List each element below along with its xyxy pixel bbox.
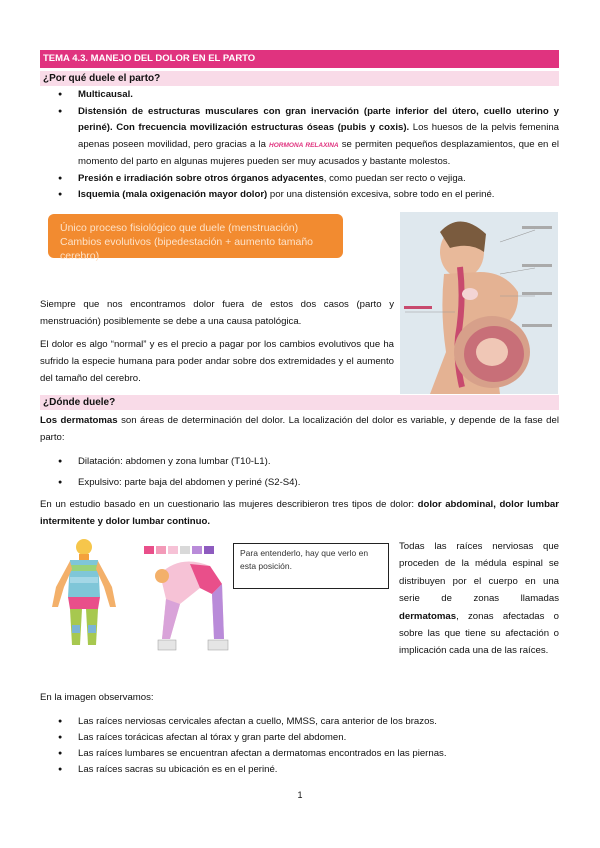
hormone-term: HORMONA RELAXINA xyxy=(269,141,339,149)
dermatomes-intro: Los dermatomas son áreas de determinación del dolor. La localización del dolor es variable, y depende de la fase del parto: xyxy=(40,415,559,443)
list-item: ● Dilatación: abdomen y zona lumbar (T10-L1). xyxy=(40,454,559,471)
dermatome-posture-image xyxy=(140,544,236,654)
list-item: ● Distensión de estructuras musculares con gran inervación (parte inferior del útero, cuello uterino y periné). Con frecuencia movilización estructuras óseas (pubis y coxis). Los huesos de la pelvis femenina apenas poseen movilidad, pero gracias a la HORMONA RELAXINA se permiten pequeños desplazamientos, que en el momento del parto en algunas mujeres pueden ser muy acusados y bastante molestos. xyxy=(40,104,559,171)
dermatome-body-image xyxy=(40,537,128,649)
page-number: 1 xyxy=(297,790,303,800)
nerve-roots-list xyxy=(40,714,559,778)
page-title: TEMA 4.3. MANEJO DEL DOLOR EN EL PARTO xyxy=(40,50,559,68)
list-item: ● Las raíces lumbares se encuentran afectan a dermatomas encontrados en las piernas. xyxy=(40,746,559,762)
box-line-1: Único proceso fisiológico que duele (menstruación) xyxy=(60,222,299,234)
why-list xyxy=(40,87,559,204)
posture-callout: Para entenderlo, hay que verlo en esta posición. xyxy=(233,543,389,589)
pregnancy-anatomy-image xyxy=(400,212,558,394)
list-item: ● Isquemia (mala oxigenación mayor dolor) por una distensión excesiva, sobre todo en el periné. xyxy=(40,187,559,204)
paragraph-pathology: Siempre que nos encontramos dolor fuera de estos dos casos (parto y menstruación) posiblemente se debe a una causa patológica. xyxy=(40,299,394,327)
dermatomes-side-text: Todas las raíces nerviosas que proceden de la médula espinal se distribuyen por el cuerpo en una serie de zonas llamadas dermatomas, zonas afectadas o sobre las que tiene su afectación o implicación cada una de las raíces. xyxy=(399,541,559,657)
list-item: ● Las raíces sacras su ubicación es en el periné. xyxy=(40,762,559,778)
list-item: ● Multicausal. xyxy=(40,87,559,104)
paragraph-evolution: El dolor es algo “normal” y es el precio a pagar por los cambios evolutivos que ha sufrido la especie humana para poder andar sobre dos extremidades y el aumento del tamaño del cerebro. xyxy=(40,339,394,384)
list-item: ● Expulsivo: parte baja del abdomen y periné (S2-S4). xyxy=(40,475,559,492)
section-heading-where: ¿Dónde duele? xyxy=(40,395,559,410)
list-item: ● Presión e irradiación sobre otros órganos adyacentes, como puedan ser recto o vejiga. xyxy=(40,171,559,188)
study-paragraph: En un estudio basado en un cuestionario las mujeres describieron tres tipos de dolor: dolor abdominal, dolor lumbar intermitente y dolor lumbar continuo. xyxy=(40,499,559,527)
list-item: ● Las raíces torácicas afectan al tórax y gran parte del abdomen. xyxy=(40,730,559,746)
box-line-2: Cambios evolutivos (bipedestación + aumento tamaño cerebro) xyxy=(60,236,314,262)
list-item: ● Las raíces nerviosas cervicales afectan a cuello, MMSS, cara anterior de los brazos. xyxy=(40,714,559,730)
section-heading-why: ¿Por qué duele el parto? xyxy=(40,71,559,86)
phase-list xyxy=(40,454,559,491)
highlight-box xyxy=(48,214,343,262)
image-intro: En la imagen observamos: xyxy=(40,692,154,703)
